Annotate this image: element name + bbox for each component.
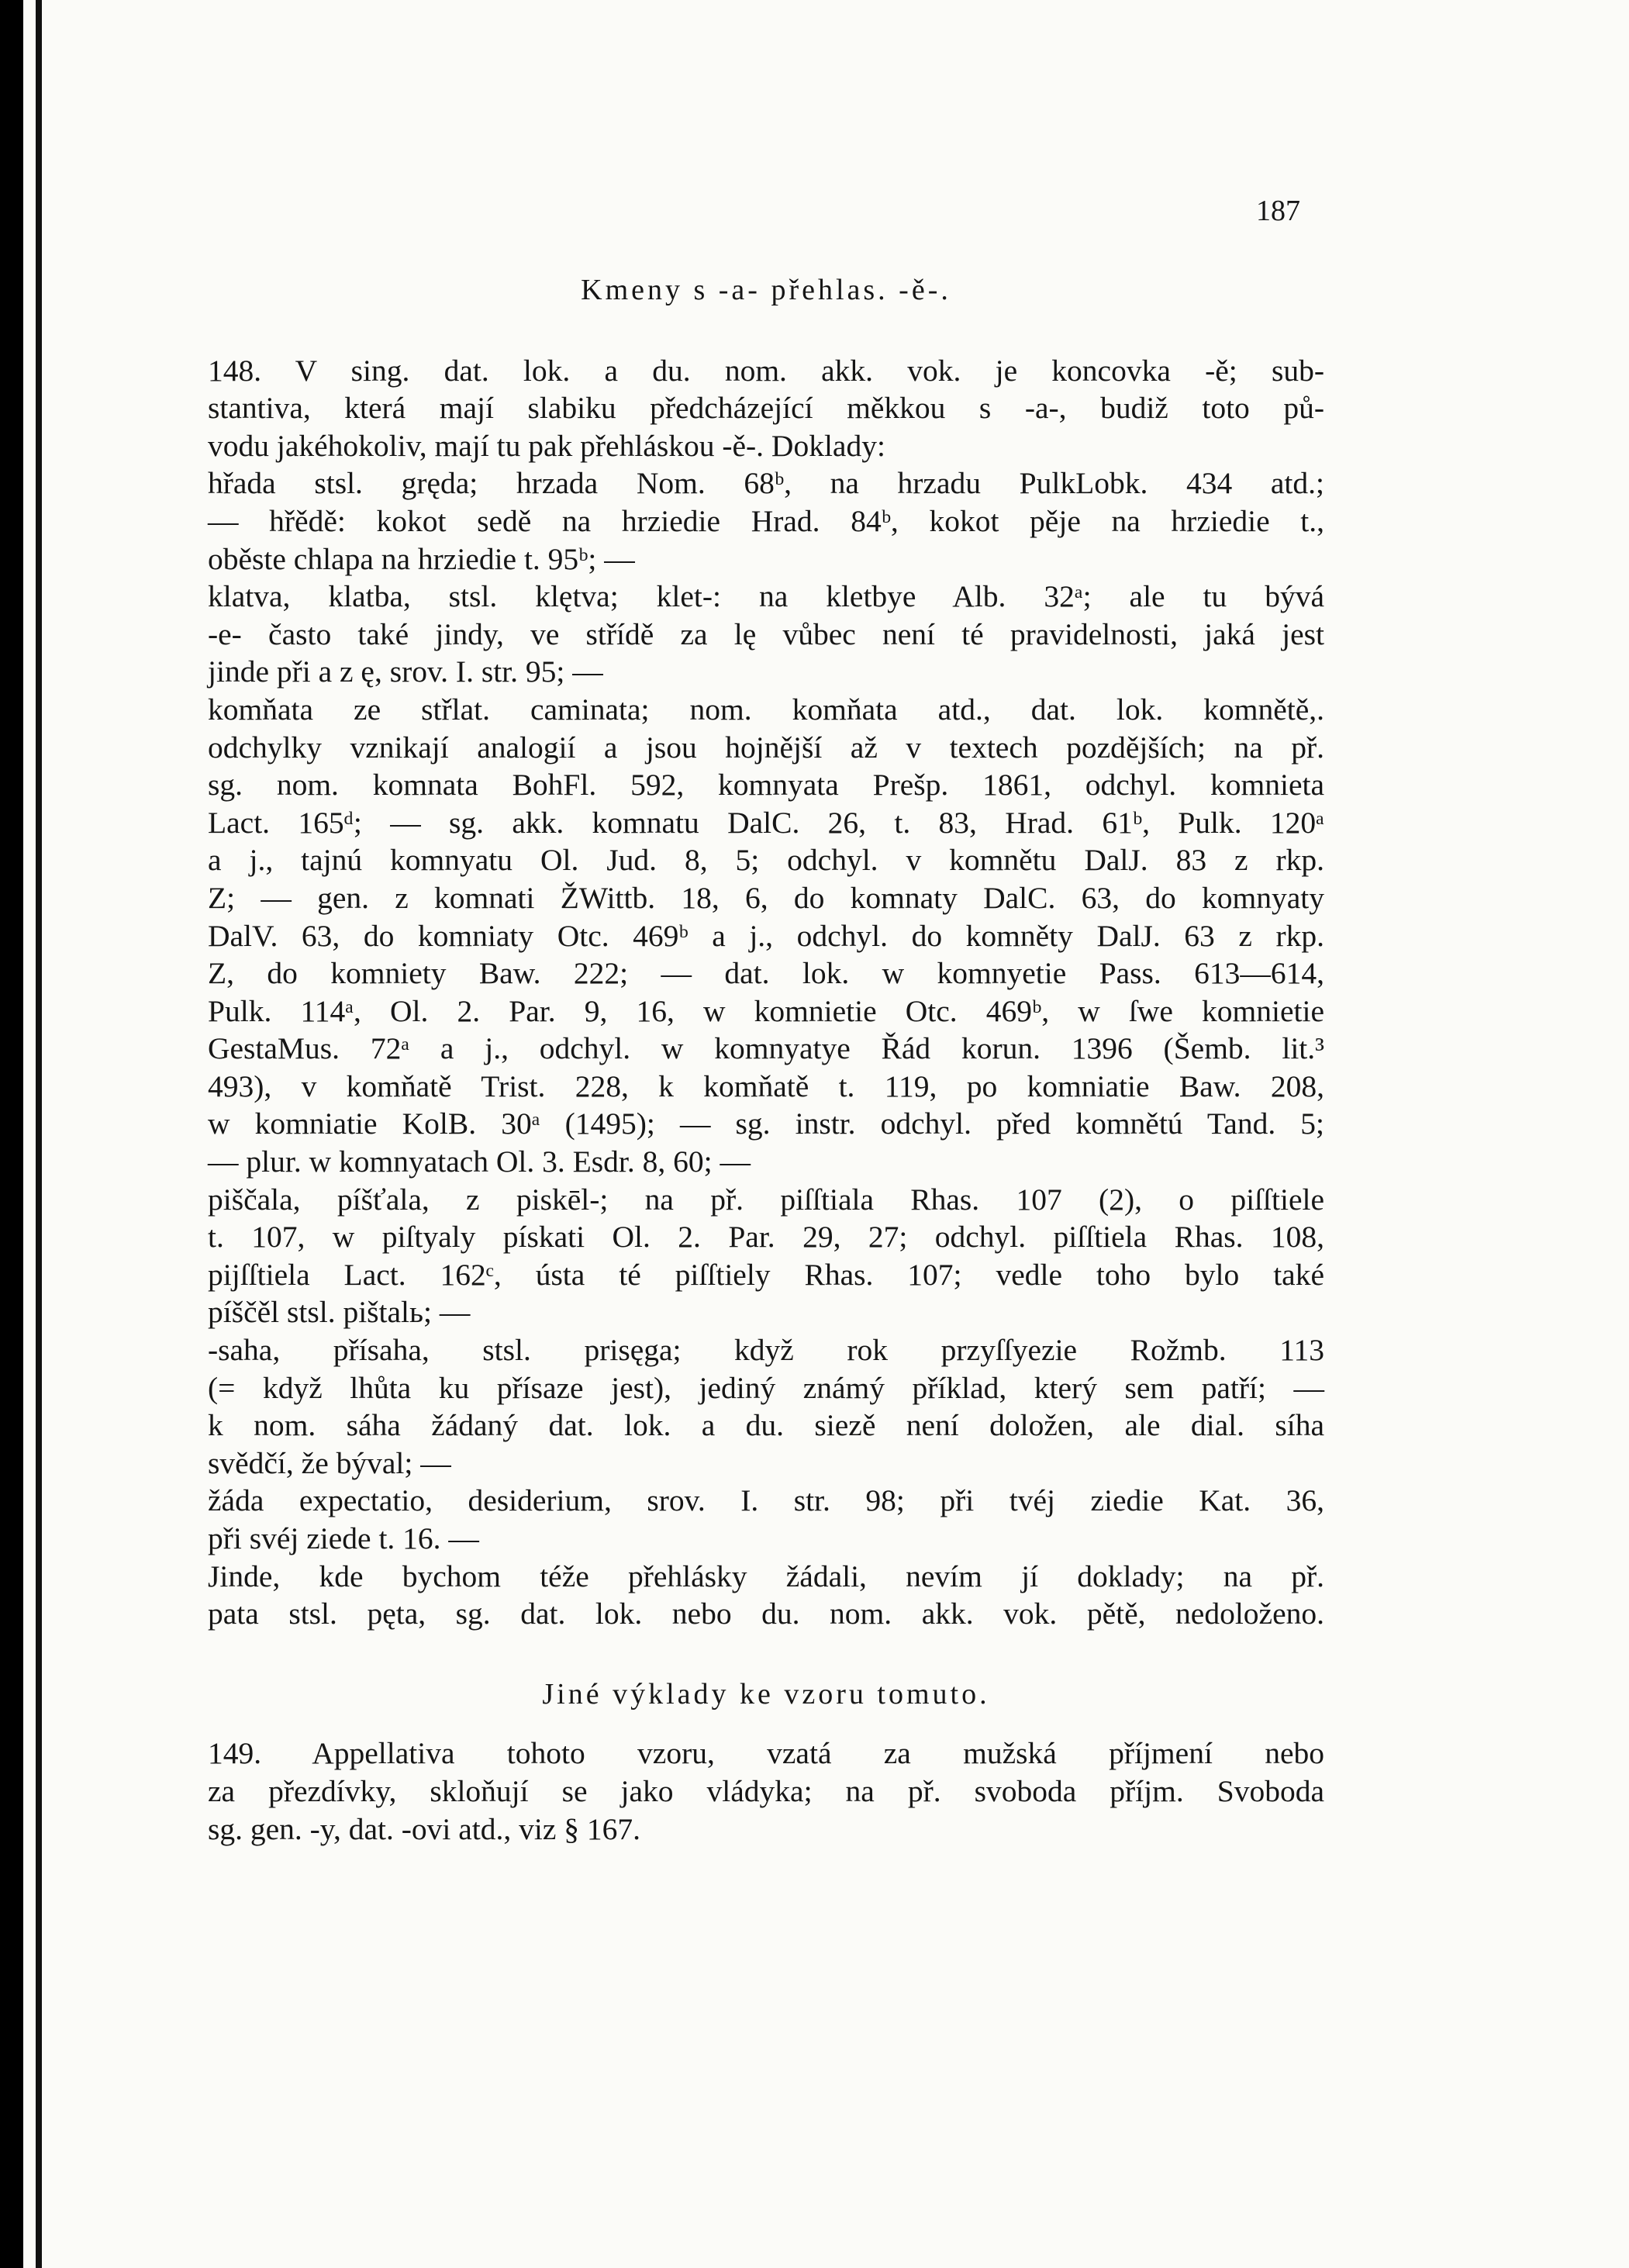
text-line: (= když lhůta ku přísaze jest), jediný známý příklad, který sem patří; — (208, 1370, 1324, 1405)
text-line: pijſſtiela Lact. 162ᶜ, ústa té piſſtiely Rhas. 107; vedle toho bylo také (208, 1257, 1324, 1292)
text-line: — plur. w komnyatach Ol. 3. Esdr. 8, 60; — (208, 1144, 751, 1179)
text-line: w komniatie KolB. 30ᵃ (1495); — sg. instr. odchyl. před komnětú Tand. 5; (208, 1106, 1324, 1141)
text-line: klatva, klatba, stsl. klętva; klet-: na kletbye Alb. 32ᵃ; ale tu bývá (208, 579, 1324, 614)
text-line: Pulk. 114ᵃ, Ol. 2. Par. 9, 16, w komnietie Otc. 469ᵇ, w ſwe komnietie (208, 993, 1324, 1028)
scan-binding-line (36, 0, 42, 2268)
text-line: oběste chlapa na hrziedie t. 95ᵇ; — (208, 541, 635, 576)
text-line: píščěl stsl. pištalь; — (208, 1295, 471, 1330)
text-line: svědčí, že býval; — (208, 1445, 451, 1480)
page-number: 187 (1256, 195, 1300, 227)
scan-edge (0, 0, 23, 2268)
text-line: DalV. 63, do komniaty Otc. 469ᵇ a j., odchyl. do komněty DalJ. 63 z rkp. (208, 918, 1324, 953)
text-line: 493), v komňatě Trist. 228, k komňatě t. 119, po komniatie Baw. 208, (208, 1068, 1324, 1103)
text-line: Jinde, kde bychom téže přehlásky žádali, nevím jí doklady; na př. (208, 1559, 1324, 1593)
text-line: vodu jakéhokoliv, mají tu pak přehláskou -ě-. Doklady: (208, 428, 885, 463)
text-line: pata stsl. pęta, sg. dat. lok. nebo du. nom. akk. vok. pětě, nedoloženo. (208, 1597, 1324, 1631)
text-line: žáda expectatio, desiderium, srov. I. str. 98; při tvéj ziedie Kat. 36, (208, 1483, 1324, 1518)
text-line: 149. Appellativa tohoto vzoru, vzatá za mužská příjmení nebo (208, 1736, 1324, 1771)
text-line: jinde při a z ę, srov. I. str. 95; — (208, 654, 603, 689)
text-line: Lact. 165ᵈ; — sg. akk. komnatu DalC. 26, t. 83, Hrad. 61ᵇ, Pulk. 120ᵃ (208, 805, 1324, 840)
section-heading: Jiné výklady ke vzoru tomuto. (542, 1677, 990, 1710)
text-line: Z; — gen. z komnati ŽWittb. 18, 6, do komnaty DalC. 63, do komnyaty (208, 880, 1324, 915)
text-line: a j., tajnú komnyatu Ol. Jud. 8, 5; odchyl. v komnětu DalJ. 83 z rkp. (208, 843, 1324, 878)
text-line: — hřědě: kokot sedě na hrziedie Hrad. 84ᵇ, kokot pěje na hrziedie t., (208, 503, 1324, 538)
section-heading: Kmeny s -a- přehlas. -ě-. (581, 274, 951, 306)
text-line: sg. gen. -y, dat. -ovi atd., viz § 167. (208, 1811, 641, 1846)
text-line: GestaMus. 72ᵃ a j., odchyl. w komnyatye Řád korun. 1396 (Šemb. lit.³ (208, 1031, 1324, 1066)
text-line: piščala, píšťala, z piskēl-; na př. piſſtiala Rhas. 107 (2), o piſſtiele (208, 1182, 1324, 1217)
text-line: k nom. sáha žádaný dat. lok. a du. siezě není doložen, ale dial. síha (208, 1408, 1324, 1443)
text-line: -saha, přísaha, stsl. prisęga; když rok przyſſyezie Rožmb. 113 (208, 1333, 1324, 1368)
text-line: t. 107, w piſtyaly pískati Ol. 2. Par. 29, 27; odchyl. piſſtiela Rhas. 108, (208, 1220, 1324, 1255)
text-line: komňata ze střlat. caminata; nom. komňata atd., dat. lok. komnětě,. (208, 692, 1324, 727)
text-line: stantiva, která mají slabiku předcházející měkkou s -a-, budiž toto pů- (208, 391, 1324, 426)
text-line: při svéj ziede t. 16. — (208, 1521, 479, 1555)
text-line: sg. nom. komnata BohFl. 592, komnyata Prešp. 1861, odchyl. komnieta (208, 768, 1324, 803)
text-line: za přezdívky, skloňují se jako vládyka; na př. svoboda příjm. Svoboda (208, 1773, 1324, 1808)
text-line: -e- často také jindy, ve střídě za lę vůbec není té pravidelnosti, jaká jest (208, 616, 1324, 651)
text-line: 148. V sing. dat. lok. a du. nom. akk. vok. je koncovka -ě; sub- (208, 353, 1324, 388)
page-body (208, 271, 1324, 1848)
text-line: odchylky vznikají analogií a jsou hojnější až v textech pozdějších; na př. (208, 730, 1324, 765)
text-line: hřada stsl. gręda; hrzada Nom. 68ᵇ, na hrzadu PulkLobk. 434 atd.; (208, 466, 1324, 501)
text-line: Z, do komniety Baw. 222; — dat. lok. w komnyetie Pass. 613—614, (208, 956, 1324, 991)
